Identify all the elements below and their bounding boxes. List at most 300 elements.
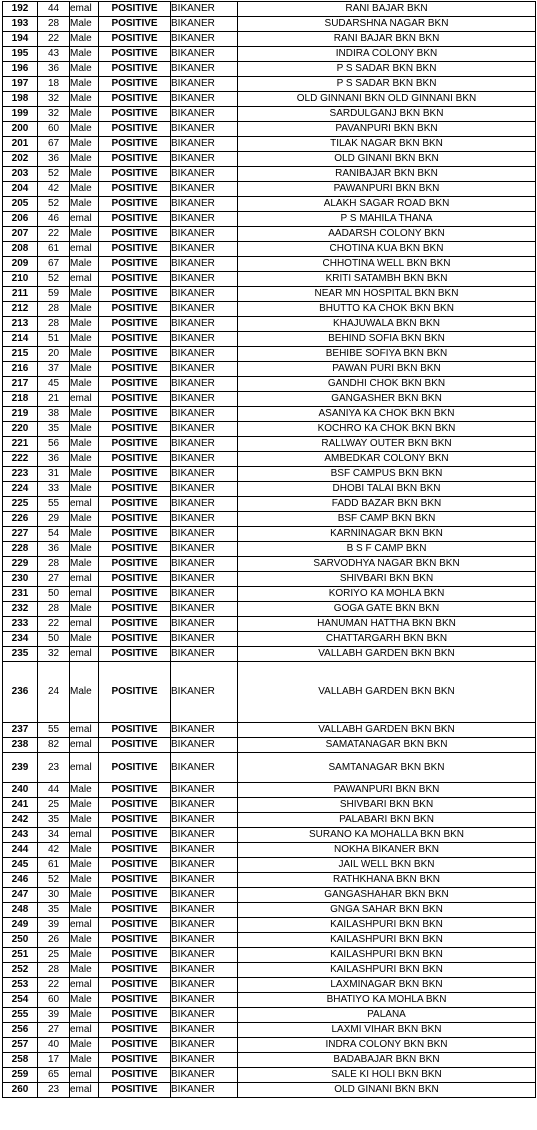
address-cell: GANGASHAHAR BKN BKN xyxy=(238,888,536,903)
serial-number-cell: 241 xyxy=(3,798,38,813)
result-cell: POSITIVE xyxy=(99,122,171,137)
serial-number-cell: 249 xyxy=(3,918,38,933)
table-row xyxy=(3,332,536,347)
serial-number-cell: 238 xyxy=(3,738,38,753)
result-cell: POSITIVE xyxy=(99,1023,171,1038)
table-row xyxy=(3,32,536,47)
address-cell: VALLABH GARDEN BKN BKN xyxy=(238,723,536,738)
district-cell: BIKANER xyxy=(171,918,238,933)
district-cell: BIKANER xyxy=(171,92,238,107)
district-cell: BIKANER xyxy=(171,993,238,1008)
table-row xyxy=(3,317,536,332)
table-row xyxy=(3,407,536,422)
serial-number-cell: 204 xyxy=(3,182,38,197)
table-row xyxy=(3,587,536,602)
age-cell: 22 xyxy=(38,617,70,632)
sex-cell: Male xyxy=(70,903,99,918)
serial-number-cell: 197 xyxy=(3,77,38,92)
sex-cell: emal xyxy=(70,723,99,738)
sex-cell: emal xyxy=(70,918,99,933)
table-row xyxy=(3,632,536,647)
district-cell: BIKANER xyxy=(171,182,238,197)
district-cell: BIKANER xyxy=(171,362,238,377)
serial-number-cell: 230 xyxy=(3,572,38,587)
district-cell: BIKANER xyxy=(171,347,238,362)
serial-number-cell: 229 xyxy=(3,557,38,572)
table-row xyxy=(3,723,536,738)
address-cell: GANGASHER BKN BKN xyxy=(238,392,536,407)
result-cell: POSITIVE xyxy=(99,963,171,978)
age-cell: 56 xyxy=(38,437,70,452)
district-cell: BIKANER xyxy=(171,497,238,512)
age-cell: 17 xyxy=(38,1053,70,1068)
result-cell: POSITIVE xyxy=(99,317,171,332)
result-cell: POSITIVE xyxy=(99,347,171,362)
age-cell: 35 xyxy=(38,813,70,828)
serial-number-cell: 244 xyxy=(3,843,38,858)
serial-number-cell: 256 xyxy=(3,1023,38,1038)
table-row xyxy=(3,362,536,377)
result-cell: POSITIVE xyxy=(99,798,171,813)
sex-cell: Male xyxy=(70,948,99,963)
sex-cell: Male xyxy=(70,542,99,557)
sex-cell: emal xyxy=(70,212,99,227)
address-cell: KAILASHPURI BKN BKN xyxy=(238,948,536,963)
age-cell: 28 xyxy=(38,317,70,332)
serial-number-cell: 251 xyxy=(3,948,38,963)
sex-cell: Male xyxy=(70,332,99,347)
age-cell: 65 xyxy=(38,1068,70,1083)
age-cell: 28 xyxy=(38,602,70,617)
district-cell: BIKANER xyxy=(171,242,238,257)
result-cell: POSITIVE xyxy=(99,152,171,167)
result-cell: POSITIVE xyxy=(99,452,171,467)
sex-cell: Male xyxy=(70,467,99,482)
result-cell: POSITIVE xyxy=(99,1083,171,1098)
table-row xyxy=(3,903,536,918)
sex-cell: Male xyxy=(70,407,99,422)
result-cell: POSITIVE xyxy=(99,377,171,392)
age-cell: 36 xyxy=(38,542,70,557)
age-cell: 46 xyxy=(38,212,70,227)
serial-number-cell: 217 xyxy=(3,377,38,392)
result-cell: POSITIVE xyxy=(99,783,171,798)
age-cell: 36 xyxy=(38,152,70,167)
serial-number-cell: 246 xyxy=(3,873,38,888)
serial-number-cell: 248 xyxy=(3,903,38,918)
address-cell: PAWANPURI BKN BKN xyxy=(238,783,536,798)
age-cell: 39 xyxy=(38,1008,70,1023)
age-cell: 54 xyxy=(38,527,70,542)
table-row xyxy=(3,422,536,437)
address-cell: BADABAJAR BKN BKN xyxy=(238,1053,536,1068)
table-row xyxy=(3,933,536,948)
sex-cell: Male xyxy=(70,1008,99,1023)
table-row xyxy=(3,963,536,978)
address-cell: AMBEDKAR COLONY BKN xyxy=(238,452,536,467)
district-cell: BIKANER xyxy=(171,828,238,843)
district-cell: BIKANER xyxy=(171,107,238,122)
district-cell: BIKANER xyxy=(171,197,238,212)
age-cell: 24 xyxy=(38,662,70,723)
address-cell: INDIRA COLONY BKN xyxy=(238,47,536,62)
result-cell: POSITIVE xyxy=(99,212,171,227)
sex-cell: emal xyxy=(70,587,99,602)
address-cell: KAILASHPURI BKN BKN xyxy=(238,963,536,978)
district-cell: BIKANER xyxy=(171,873,238,888)
address-cell: SAMTANAGAR BKN BKN xyxy=(238,753,536,783)
address-cell: KHAJUWALA BKN BKN xyxy=(238,317,536,332)
table-row xyxy=(3,152,536,167)
result-cell: POSITIVE xyxy=(99,197,171,212)
district-cell: BIKANER xyxy=(171,1068,238,1083)
result-cell: POSITIVE xyxy=(99,632,171,647)
address-cell: KARNINAGAR BKN BKN xyxy=(238,527,536,542)
result-cell: POSITIVE xyxy=(99,272,171,287)
age-cell: 39 xyxy=(38,918,70,933)
table-row xyxy=(3,467,536,482)
address-cell: PAVANPURI BKN BKN xyxy=(238,122,536,137)
district-cell: BIKANER xyxy=(171,978,238,993)
district-cell: BIKANER xyxy=(171,392,238,407)
sex-cell: Male xyxy=(70,933,99,948)
serial-number-cell: 227 xyxy=(3,527,38,542)
district-cell: BIKANER xyxy=(171,152,238,167)
serial-number-cell: 257 xyxy=(3,1038,38,1053)
serial-number-cell: 225 xyxy=(3,497,38,512)
address-cell: LAXMINAGAR BKN BKN xyxy=(238,978,536,993)
address-cell: RATHKHANA BKN BKN xyxy=(238,873,536,888)
district-cell: BIKANER xyxy=(171,317,238,332)
result-cell: POSITIVE xyxy=(99,542,171,557)
address-cell: RANIBAJAR BKN BKN xyxy=(238,167,536,182)
address-cell: KAILASHPURI BKN BKN xyxy=(238,933,536,948)
address-cell: P S SADAR BKN BKN xyxy=(238,62,536,77)
address-cell: JAIL WELL BKN BKN xyxy=(238,858,536,873)
serial-number-cell: 200 xyxy=(3,122,38,137)
age-cell: 42 xyxy=(38,843,70,858)
sex-cell: Male xyxy=(70,227,99,242)
age-cell: 34 xyxy=(38,828,70,843)
sex-cell: Male xyxy=(70,437,99,452)
serial-number-cell: 218 xyxy=(3,392,38,407)
table-row xyxy=(3,647,536,662)
result-cell: POSITIVE xyxy=(99,257,171,272)
result-cell: POSITIVE xyxy=(99,302,171,317)
address-cell: GOGA GATE BKN BKN xyxy=(238,602,536,617)
serial-number-cell: 254 xyxy=(3,993,38,1008)
table-row xyxy=(3,888,536,903)
district-cell: BIKANER xyxy=(171,843,238,858)
sex-cell: Male xyxy=(70,813,99,828)
age-cell: 40 xyxy=(38,1038,70,1053)
district-cell: BIKANER xyxy=(171,407,238,422)
age-cell: 61 xyxy=(38,858,70,873)
sex-cell: emal xyxy=(70,242,99,257)
result-cell: POSITIVE xyxy=(99,182,171,197)
address-cell: VALLABH GARDEN BKN BKN xyxy=(238,647,536,662)
serial-number-cell: 192 xyxy=(3,2,38,17)
result-cell: POSITIVE xyxy=(99,993,171,1008)
serial-number-cell: 214 xyxy=(3,332,38,347)
serial-number-cell: 215 xyxy=(3,347,38,362)
result-cell: POSITIVE xyxy=(99,918,171,933)
age-cell: 36 xyxy=(38,62,70,77)
sex-cell: Male xyxy=(70,17,99,32)
district-cell: BIKANER xyxy=(171,302,238,317)
address-cell: VALLABH GARDEN BKN BKN xyxy=(238,662,536,723)
serial-number-cell: 240 xyxy=(3,783,38,798)
address-cell: CHHOTINA WELL BKN BKN xyxy=(238,257,536,272)
district-cell: BIKANER xyxy=(171,122,238,137)
address-cell: RANI BAJAR BKN BKN xyxy=(238,32,536,47)
address-cell: BHUTTO KA CHOK BKN BKN xyxy=(238,302,536,317)
address-cell: TILAK NAGAR BKN BKN xyxy=(238,137,536,152)
serial-number-cell: 203 xyxy=(3,167,38,182)
district-cell: BIKANER xyxy=(171,587,238,602)
table-row xyxy=(3,257,536,272)
address-cell: FADD BAZAR BKN BKN xyxy=(238,497,536,512)
serial-number-cell: 226 xyxy=(3,512,38,527)
address-cell: NEAR MN HOSPITAL BKN BKN xyxy=(238,287,536,302)
result-cell: POSITIVE xyxy=(99,227,171,242)
serial-number-cell: 206 xyxy=(3,212,38,227)
sex-cell: emal xyxy=(70,828,99,843)
result-cell: POSITIVE xyxy=(99,723,171,738)
serial-number-cell: 223 xyxy=(3,467,38,482)
sex-cell: Male xyxy=(70,452,99,467)
age-cell: 51 xyxy=(38,332,70,347)
sex-cell: Male xyxy=(70,873,99,888)
table-row xyxy=(3,843,536,858)
sex-cell: emal xyxy=(70,392,99,407)
table-row xyxy=(3,212,536,227)
sex-cell: Male xyxy=(70,512,99,527)
result-cell: POSITIVE xyxy=(99,107,171,122)
serial-number-cell: 202 xyxy=(3,152,38,167)
serial-number-cell: 260 xyxy=(3,1083,38,1098)
table-row xyxy=(3,918,536,933)
table-row xyxy=(3,1038,536,1053)
result-cell: POSITIVE xyxy=(99,2,171,17)
result-cell: POSITIVE xyxy=(99,602,171,617)
table-row xyxy=(3,828,536,843)
address-cell: NOKHA BIKANER BKN xyxy=(238,843,536,858)
table-row xyxy=(3,347,536,362)
table-row xyxy=(3,137,536,152)
sex-cell: emal xyxy=(70,738,99,753)
address-cell: RANI BAJAR BKN xyxy=(238,2,536,17)
age-cell: 67 xyxy=(38,257,70,272)
age-cell: 33 xyxy=(38,482,70,497)
table-row xyxy=(3,798,536,813)
district-cell: BIKANER xyxy=(171,617,238,632)
sex-cell: Male xyxy=(70,287,99,302)
address-cell: CHOTINA KUA BKN BKN xyxy=(238,242,536,257)
result-cell: POSITIVE xyxy=(99,813,171,828)
district-cell: BIKANER xyxy=(171,482,238,497)
sex-cell: Male xyxy=(70,843,99,858)
age-cell: 55 xyxy=(38,723,70,738)
table-row xyxy=(3,287,536,302)
address-cell: PAWAN PURI BKN BKN xyxy=(238,362,536,377)
sex-cell: Male xyxy=(70,482,99,497)
address-cell: SARVODHYA NAGAR BKN BKN xyxy=(238,557,536,572)
district-cell: BIKANER xyxy=(171,257,238,272)
result-cell: POSITIVE xyxy=(99,407,171,422)
result-cell: POSITIVE xyxy=(99,332,171,347)
serial-number-cell: 245 xyxy=(3,858,38,873)
age-cell: 23 xyxy=(38,753,70,783)
result-cell: POSITIVE xyxy=(99,497,171,512)
table-row xyxy=(3,948,536,963)
address-cell: KRITI SATAMBH BKN BKN xyxy=(238,272,536,287)
age-cell: 60 xyxy=(38,993,70,1008)
serial-number-cell: 213 xyxy=(3,317,38,332)
address-cell: CHATTARGARH BKN BKN xyxy=(238,632,536,647)
sex-cell: Male xyxy=(70,1038,99,1053)
result-cell: POSITIVE xyxy=(99,888,171,903)
sex-cell: Male xyxy=(70,317,99,332)
address-cell: SUDARSHNA NAGAR BKN xyxy=(238,17,536,32)
serial-number-cell: 211 xyxy=(3,287,38,302)
serial-number-cell: 224 xyxy=(3,482,38,497)
district-cell: BIKANER xyxy=(171,77,238,92)
result-cell: POSITIVE xyxy=(99,978,171,993)
age-cell: 22 xyxy=(38,978,70,993)
table-row xyxy=(3,572,536,587)
result-cell: POSITIVE xyxy=(99,137,171,152)
district-cell: BIKANER xyxy=(171,858,238,873)
result-cell: POSITIVE xyxy=(99,1008,171,1023)
result-cell: POSITIVE xyxy=(99,167,171,182)
result-cell: POSITIVE xyxy=(99,1053,171,1068)
address-cell: SALE KI HOLI BKN BKN xyxy=(238,1068,536,1083)
result-cell: POSITIVE xyxy=(99,422,171,437)
district-cell: BIKANER xyxy=(171,542,238,557)
patient-table xyxy=(2,1,536,1098)
district-cell: BIKANER xyxy=(171,452,238,467)
age-cell: 32 xyxy=(38,92,70,107)
address-cell: PAWANPURI BKN BKN xyxy=(238,182,536,197)
table-row xyxy=(3,302,536,317)
age-cell: 28 xyxy=(38,17,70,32)
sex-cell: emal xyxy=(70,1083,99,1098)
district-cell: BIKANER xyxy=(171,272,238,287)
age-cell: 37 xyxy=(38,362,70,377)
result-cell: POSITIVE xyxy=(99,858,171,873)
sex-cell: Male xyxy=(70,62,99,77)
age-cell: 31 xyxy=(38,467,70,482)
serial-number-cell: 222 xyxy=(3,452,38,467)
result-cell: POSITIVE xyxy=(99,32,171,47)
serial-number-cell: 237 xyxy=(3,723,38,738)
district-cell: BIKANER xyxy=(171,933,238,948)
district-cell: BIKANER xyxy=(171,903,238,918)
address-cell: SURANO KA MOHALLA BKN BKN xyxy=(238,828,536,843)
sex-cell: Male xyxy=(70,167,99,182)
table-row xyxy=(3,557,536,572)
table-row xyxy=(3,738,536,753)
serial-number-cell: 233 xyxy=(3,617,38,632)
serial-number-cell: 242 xyxy=(3,813,38,828)
table-row xyxy=(3,1068,536,1083)
sex-cell: Male xyxy=(70,888,99,903)
district-cell: BIKANER xyxy=(171,377,238,392)
result-cell: POSITIVE xyxy=(99,62,171,77)
district-cell: BIKANER xyxy=(171,212,238,227)
result-cell: POSITIVE xyxy=(99,873,171,888)
sex-cell: emal xyxy=(70,1068,99,1083)
result-cell: POSITIVE xyxy=(99,662,171,723)
sex-cell: Male xyxy=(70,858,99,873)
table-row xyxy=(3,227,536,242)
address-cell: SAMATANAGAR BKN BKN xyxy=(238,738,536,753)
age-cell: 28 xyxy=(38,557,70,572)
address-cell: ASANIYA KA CHOK BKN BKN xyxy=(238,407,536,422)
serial-number-cell: 194 xyxy=(3,32,38,47)
address-cell: B S F CAMP BKN xyxy=(238,542,536,557)
age-cell: 43 xyxy=(38,47,70,62)
result-cell: POSITIVE xyxy=(99,1038,171,1053)
serial-number-cell: 193 xyxy=(3,17,38,32)
result-cell: POSITIVE xyxy=(99,467,171,482)
table-row xyxy=(3,122,536,137)
age-cell: 61 xyxy=(38,242,70,257)
table-row xyxy=(3,873,536,888)
age-cell: 25 xyxy=(38,948,70,963)
district-cell: BIKANER xyxy=(171,1008,238,1023)
age-cell: 52 xyxy=(38,167,70,182)
table-row xyxy=(3,242,536,257)
age-cell: 50 xyxy=(38,587,70,602)
age-cell: 55 xyxy=(38,497,70,512)
sex-cell: emal xyxy=(70,272,99,287)
address-cell: BEHIBE SOFIYA BKN BKN xyxy=(238,347,536,362)
sex-cell: Male xyxy=(70,347,99,362)
sex-cell: Male xyxy=(70,422,99,437)
sex-cell: Male xyxy=(70,122,99,137)
result-cell: POSITIVE xyxy=(99,903,171,918)
serial-number-cell: 231 xyxy=(3,587,38,602)
address-cell: HANUMAN HATTHA BKN BKN xyxy=(238,617,536,632)
result-cell: POSITIVE xyxy=(99,482,171,497)
sex-cell: emal xyxy=(70,617,99,632)
age-cell: 38 xyxy=(38,407,70,422)
result-cell: POSITIVE xyxy=(99,362,171,377)
sex-cell: Male xyxy=(70,783,99,798)
age-cell: 60 xyxy=(38,122,70,137)
district-cell: BIKANER xyxy=(171,422,238,437)
age-cell: 36 xyxy=(38,452,70,467)
result-cell: POSITIVE xyxy=(99,572,171,587)
address-cell: KORIYO KA MOHLA BKN xyxy=(238,587,536,602)
age-cell: 50 xyxy=(38,632,70,647)
table-row xyxy=(3,182,536,197)
serial-number-cell: 212 xyxy=(3,302,38,317)
sex-cell: Male xyxy=(70,137,99,152)
result-cell: POSITIVE xyxy=(99,557,171,572)
district-cell: BIKANER xyxy=(171,738,238,753)
serial-number-cell: 252 xyxy=(3,963,38,978)
table-row xyxy=(3,1023,536,1038)
table-row xyxy=(3,783,536,798)
address-cell: GNGA SAHAR BKN BKN xyxy=(238,903,536,918)
result-cell: POSITIVE xyxy=(99,527,171,542)
age-cell: 23 xyxy=(38,1083,70,1098)
table-row xyxy=(3,527,536,542)
district-cell: BIKANER xyxy=(171,798,238,813)
